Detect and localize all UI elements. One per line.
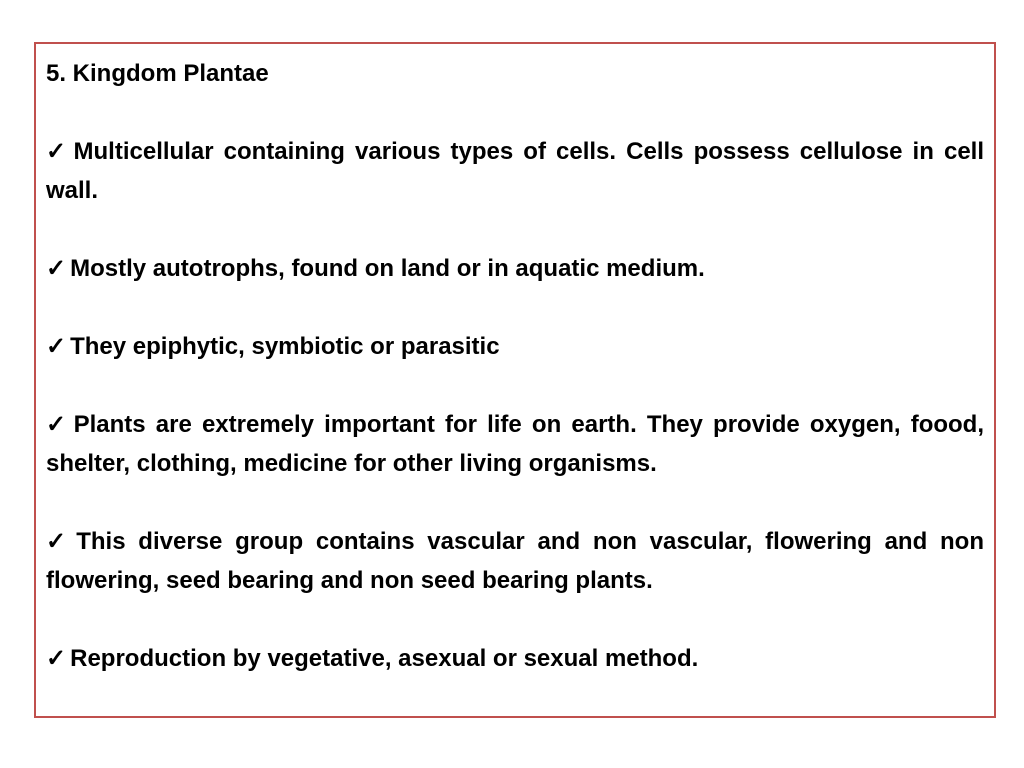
content-box [34,42,996,718]
bullet-item [46,405,984,483]
bullet-text: Multicellular containing various types of cells. Cells possess cellulose in cell wall. [46,138,985,204]
bullet-item [46,249,984,288]
bullet-text: Mostly autotrophs, found on land or in aquatic medium. [70,255,705,282]
checkmark-icon: ✓ [46,645,67,672]
checkmark-icon: ✓ [46,528,73,555]
bullet-text: Reproduction by vegetative, asexual or sexual method. [70,645,699,672]
bullet-item [46,132,984,210]
bullet-text: They epiphytic, symbiotic or parasitic [70,333,500,360]
checkmark-icon: ✓ [46,138,70,165]
bullet-item [46,327,984,366]
bullet-text: This diverse group contains vascular and non vascular, flowering and non flowering, seed bearing and non seed bearing plants. [46,528,984,594]
checkmark-icon: ✓ [46,255,67,282]
checkmark-icon: ✓ [46,333,67,360]
checkmark-icon: ✓ [46,411,70,438]
bullet-text: Plants are extremely important for life on earth. They provide oxygen, foood, shelter, clothing, medicine for other living organisms. [46,411,985,477]
bullet-item [46,522,984,600]
slide-heading: 5. Kingdom Plantae [46,60,269,87]
bullet-item [46,639,984,678]
